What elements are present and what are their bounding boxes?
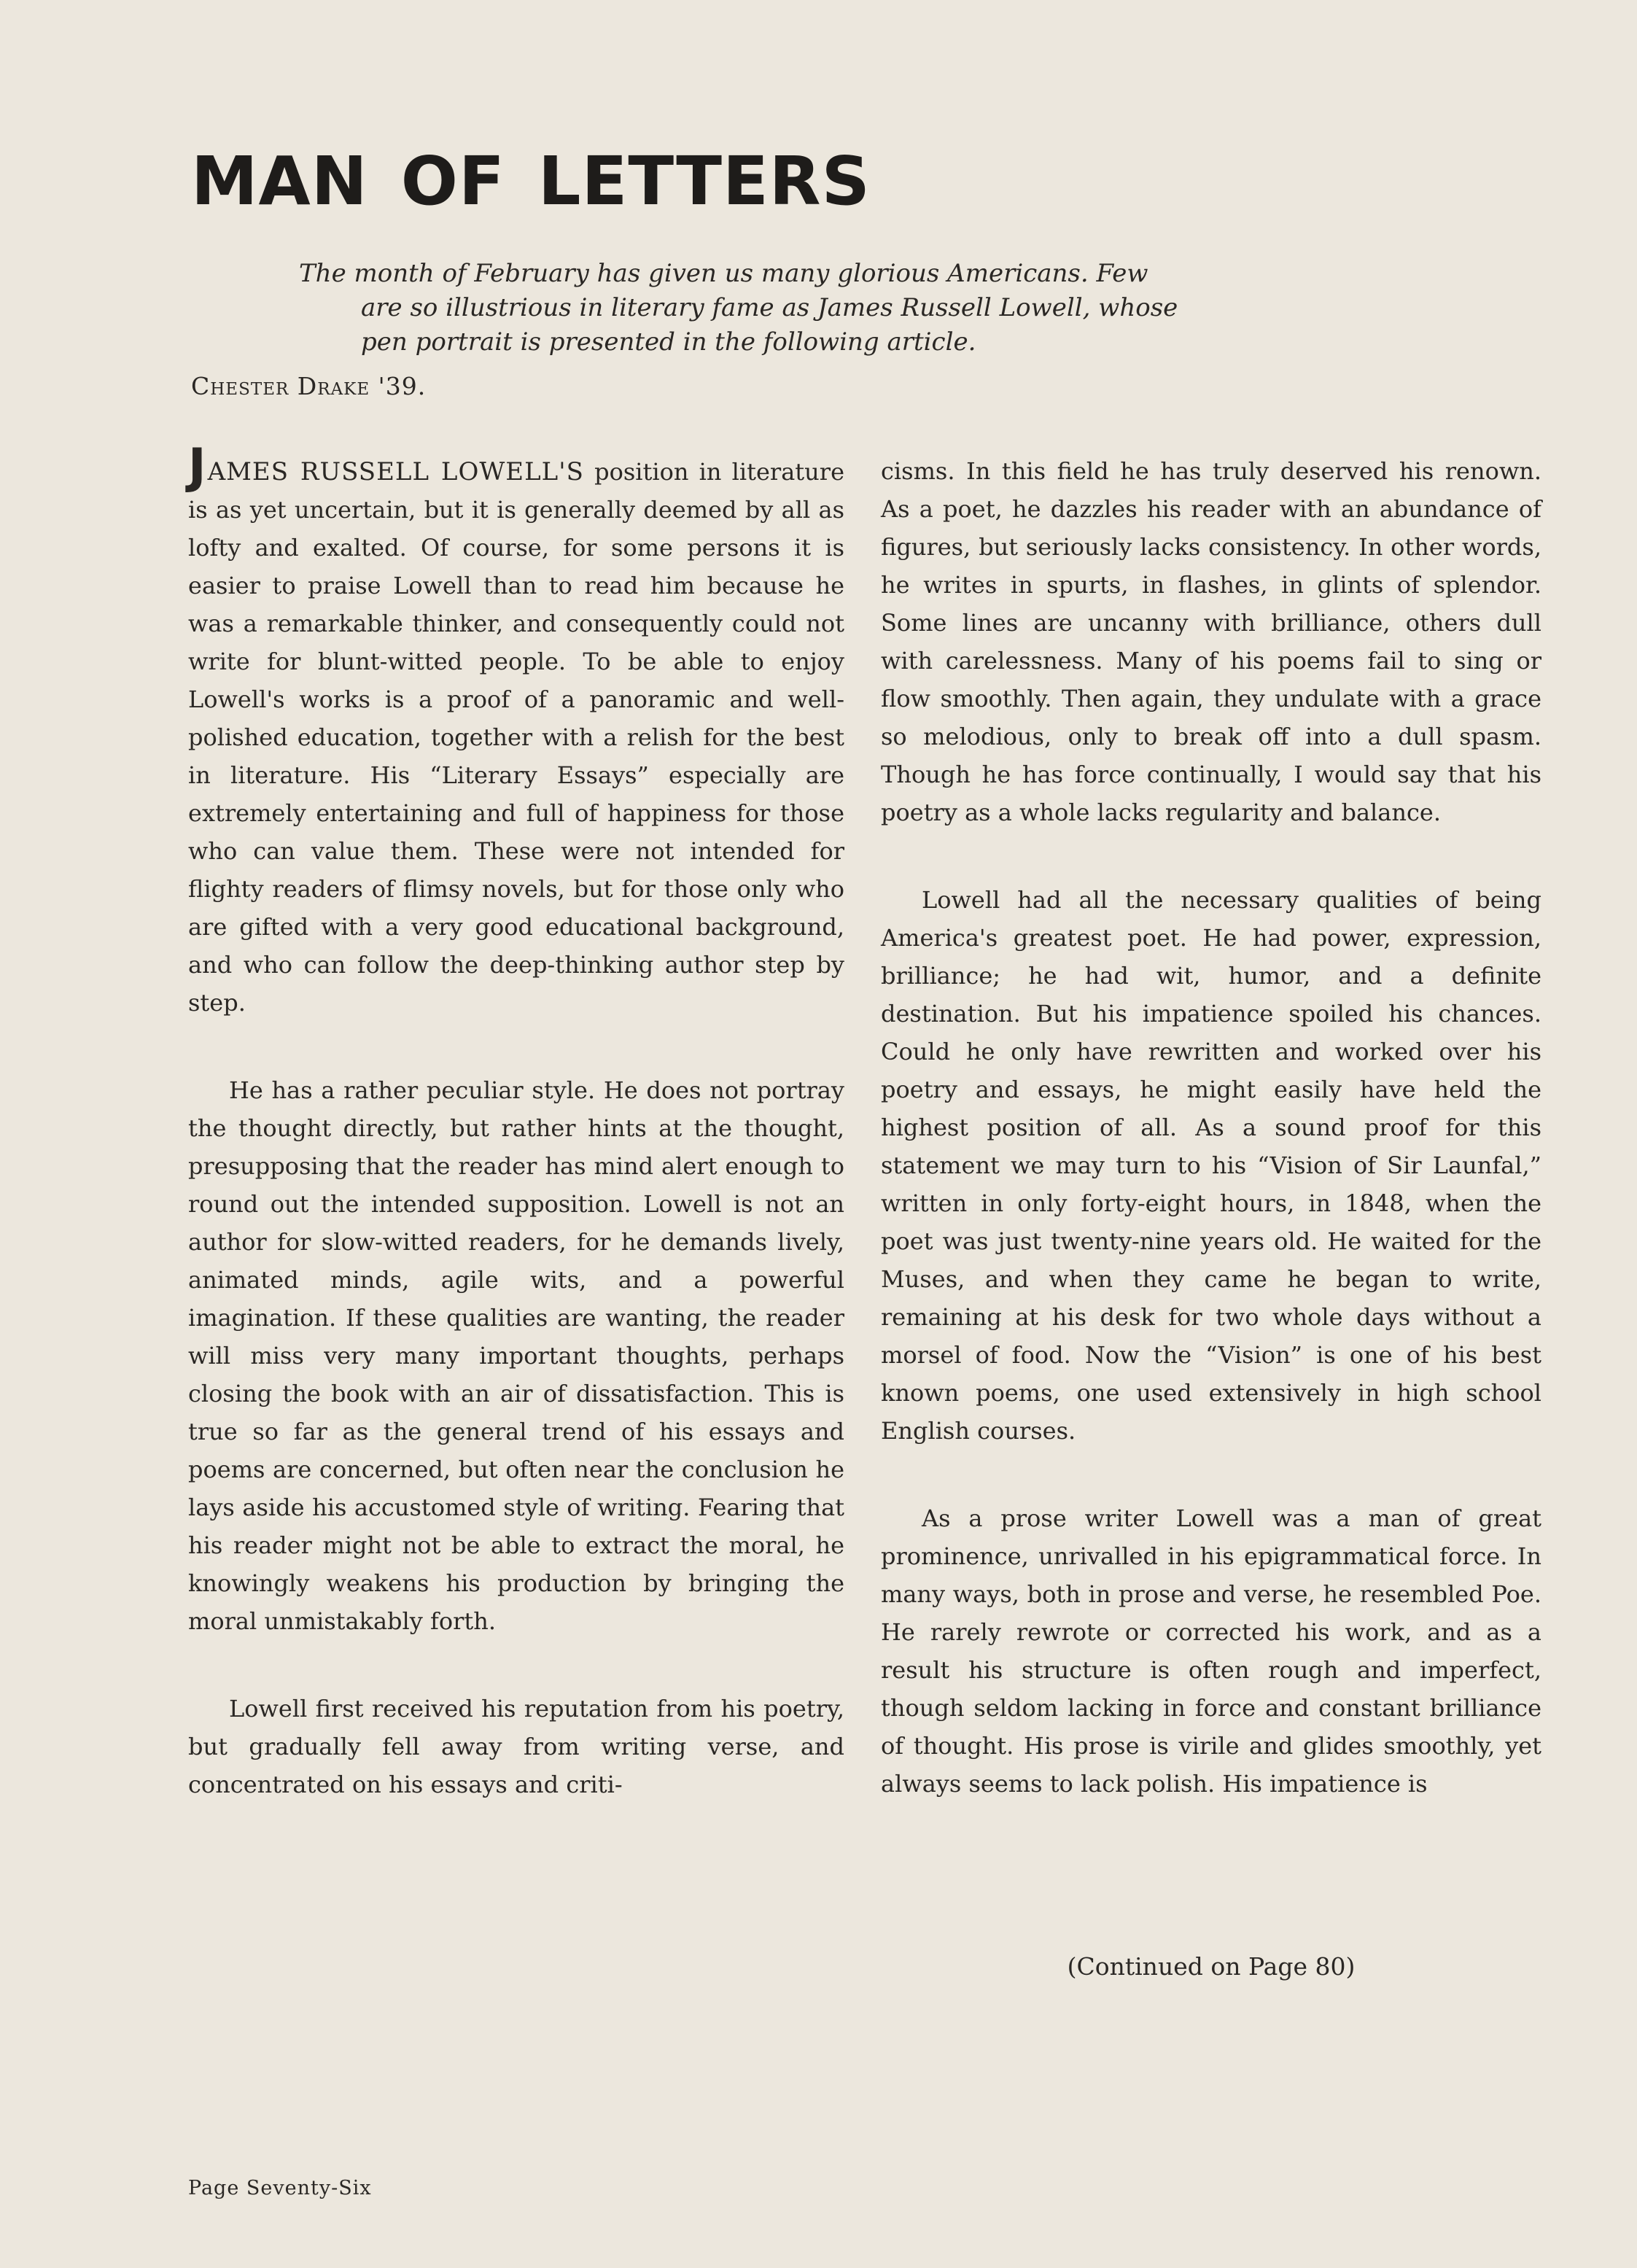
lead-in-caps: AMES RUSSELL LOWELL'S [207, 457, 584, 486]
article-intro [299, 257, 1305, 360]
continued-note: (Continued on Page 80) [1067, 1952, 1356, 1981]
intro-line-2: are so illustrious in literary fame as James Russell Lowell, whose [361, 293, 1178, 322]
paragraph-1 [188, 438, 845, 1022]
paragraph-4: Lowell had all the necessary qualities of being America's greatest poet. He had power, expression, brilliance; he had wit, humor, and a definite destination. But his impatience spoiled his chances. Could he only have rewritten and worked over his poetry and essays, he might easily have held the highest position of all. As a sound proof for this statement we may turn to his “Vision of Sir Launfal,” written in only forty-eight hours, in 1848, when the poet was just twenty-nine years old. He waited for the Muses, and when they came he began to write, remaining at his desk for two whole days without a morsel of food. Now the “Vision” is one of his best known poems, one used extensively in high school English courses. [881, 886, 1541, 1445]
left-column [188, 438, 845, 1853]
paragraph-3-end: cisms. In this field he has truly deserved his renown. As a poet, he dazzles his reader with an abundance of figures, but seriously lacks consistency. In other words, he writes in spurts, in flashes, in glints of splendor. Some lines are uncanny with brilliance, others dull with carelessness. Many of his poems fail to sing or flow smoothly. Then again, they undulate with a grace so melodious, only to break off into a dull spasm. Though he has force continually, I would say that his poetry as a whole lacks regularity and balance. [881, 457, 1541, 826]
paragraph-5: As a prose writer Lowell was a man of great prominence, unrivalled in his epigrammatical force. In many ways, both in prose and verse, he resembled Poe. He rarely rewrote or corrected his work, and as a result his structure is often rough and imperfect, though seldom lacking in force and constant brilliance of thought. His prose is virile and glides smoothly, yet always seems to lack polish. His impatience is [881, 1504, 1541, 1798]
page-number-footer: Page Seventy-Six [188, 2177, 372, 2199]
paragraph-3-start: Lowell first received his reputation from his poetry, but gradually fell away from writing verse, and concentrated on his essays and criti- [188, 1695, 844, 1798]
paragraph-2: He has a rather peculiar style. He does not portray the thought directly, but rather hints at the thought, presupposing that the reader has mind alert enough to round out the intended supposition. Lowell is not an author for slow-witted readers, for he demands lively, animated minds, agile wits, and a powerful imagination. If these qualities are wanting, the reader will miss very many important thoughts, perhaps closing the book with an air of dissatisfaction. This is true so far as the general trend of his essays and poems are concerned, but often near the conclusion he lays aside his accustomed style of writing. Fearing that his reader might not be able to extract the moral, he knowingly weakens his production by bringing the moral unmistakably forth. [188, 1076, 844, 1635]
author-byline: Chester Drake '39. [191, 372, 427, 400]
intro-line-1: The month of February has given us many glorious Americans. Few [299, 259, 1148, 288]
paragraph-1-text: position in literature is as yet uncertain, but it is generally deemed by all as lofty and exalted. Of course, for some persons it is easier to praise Lowell than to read him because he was a remarkable thinker, and consequently could not write for blunt-witted people. To be able to enjoy Lowell's works is a proof of a panoramic and well-polished education, together with a relish for the best in literature. His “Literary Essays” especially are extremely entertaining and full of happiness for those who can value them. These were not intended for flighty readers of flimsy novels, but for those only who are gifted with a very good educational background, and who can follow the deep-thinking author step by step. [188, 458, 845, 1017]
page-title: MAN OF LETTERS [191, 142, 871, 220]
right-column [881, 452, 1541, 1852]
intro-line-3: pen portrait is presented in the following article. [361, 327, 976, 357]
drop-cap: J [188, 438, 206, 494]
